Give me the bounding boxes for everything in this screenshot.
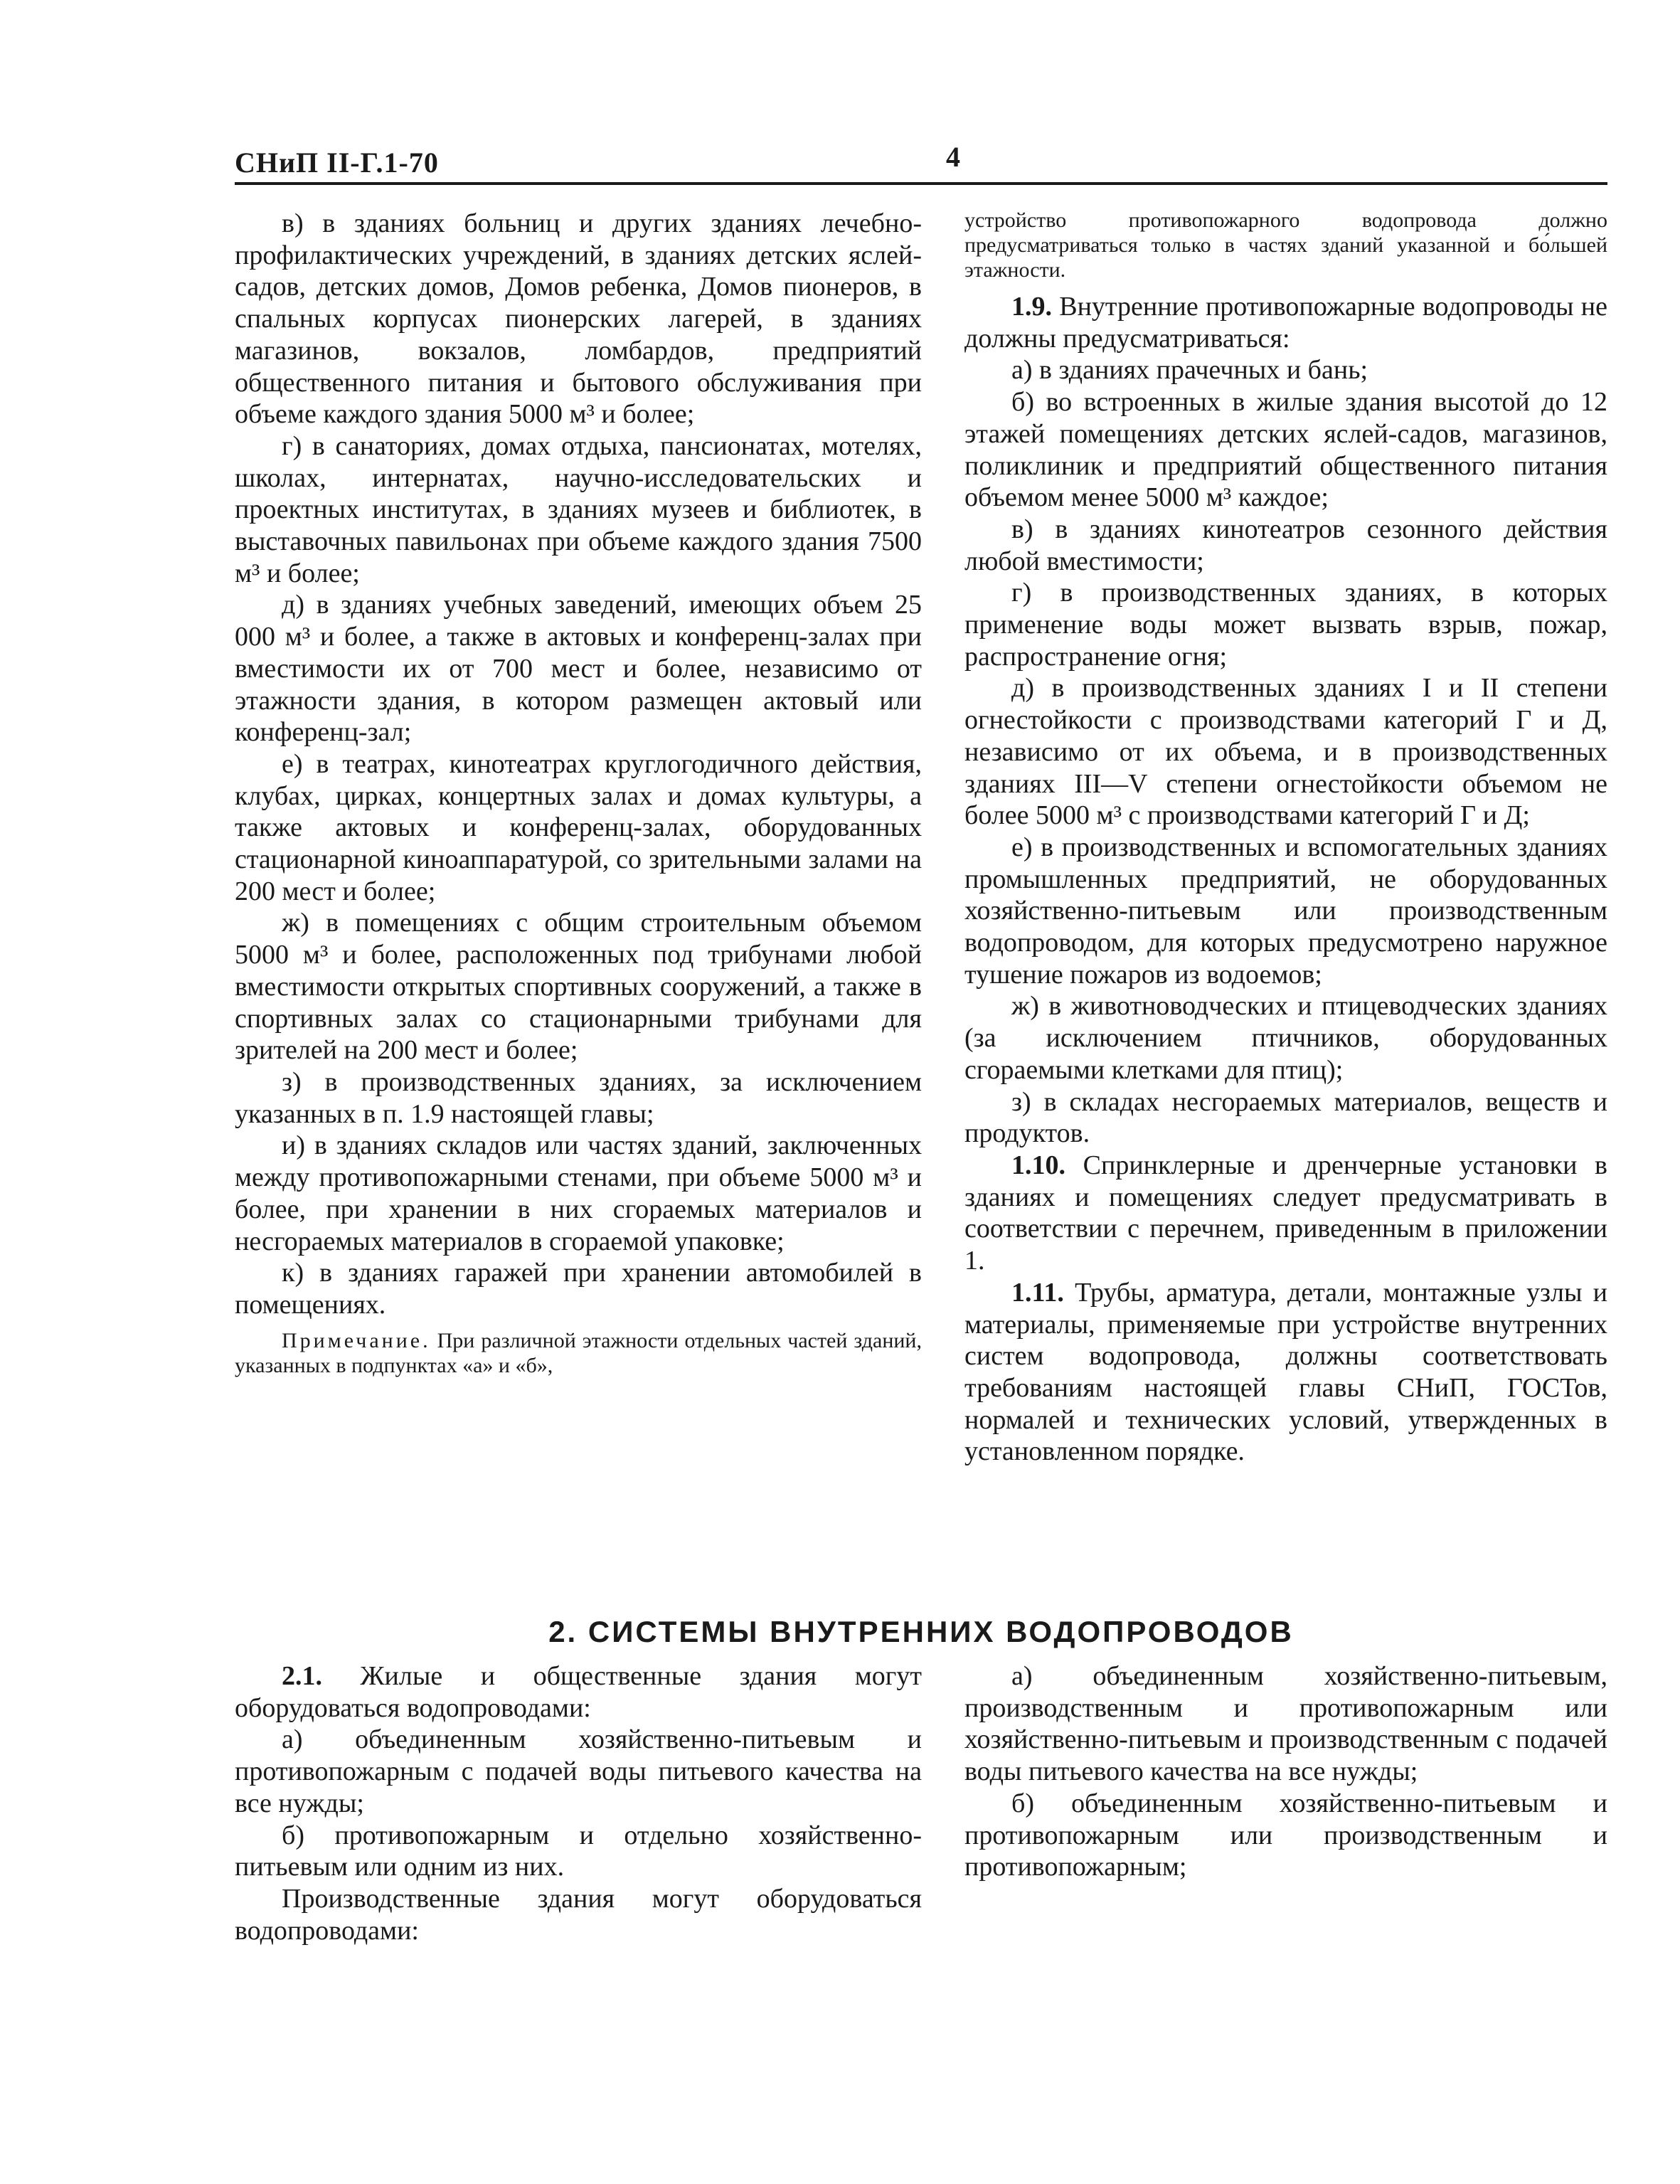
p19-item-zh: ж) в животноводческих и птицеводческих зданиях (за исключением птичников, оборудованных сгораемыми клетками для птиц); — [964, 991, 1607, 1085]
item-i: и) в зданиях складов или частях зданий, заключенных между противопожарными стенами, при объеме 5000 м³ и более, при хранении в них сгораемых материалов и несгораемых материалов в сгораемой упаковке; — [235, 1130, 922, 1256]
item-d: д) в зданиях учебных заведений, имеющих объем 25 000 м³ и более, а также в актовых и конференц-залах при вместимости их от 700 мест и более, независимо от этажности здания, в котором размещен актовый или конференц-зал; — [235, 590, 922, 748]
note-label: Примечание. — [282, 1328, 431, 1352]
p21-item-b: б) противопожарным и отдельно хозяйственно-питьевым или одним из них. — [235, 1820, 922, 1882]
paragraph-1-10-text: Спринклерные и дренчерные установки в зданиях и помещениях следует предусматривать в соответствии с перечнем, приведенным в приложении 1. — [964, 1150, 1607, 1276]
paragraph-1-11-text: Трубы, арматура, детали, монтажные узлы и материалы, применяемые при устройстве внутренних систем водопровода, должны соответствовать требованиям настоящей главы СНиП, ГОСТов, нормалей и технических условий, утвержденных в установленном порядке. — [964, 1277, 1607, 1467]
item-v: в) в зданиях больниц и других зданиях лечебно-профилактических учреждений, в зданиях детских яслей-садов, детских домов, Домов ребенка, Домов пионеров, в спальных корпусах пионерских лагерей, в зданиях магазинов, вокзалов, ломбардов, предприятий общественного питания и бытового обслуживания при объеме каждого здания 5000 м³ и более; — [235, 208, 922, 430]
paragraph-2-1-text: Жилые и общественные здания могут оборудоваться водопроводами: — [235, 1661, 923, 1723]
page-header — [235, 141, 1607, 183]
section-heading: 2. СИСТЕМЫ ВНУТРЕННИХ ВОДОПРОВОДОВ — [548, 1615, 1294, 1648]
item-e: е) в театрах, кинотеатрах круглогодичного действия, клубах, цирках, концертных залах и домах культуры, а также актовых и конференц-залах, оборудованных стационарной киноаппаратурой, со зрительными залами на 200 мест и более; — [235, 748, 922, 906]
p19-item-b: б) во встроенных в жилые здания высотой до 12 этажей помещениях детских яслей-садов, магазинов, поликлиник и предприятий общественного питания объемом менее 5000 м³ каждое; — [964, 387, 1607, 513]
paragraph-2-1-number: 2.1. — [282, 1661, 322, 1691]
paragraph-2-1 — [235, 1660, 922, 1724]
note-paragraph — [235, 1328, 922, 1378]
p19-item-a: а) в зданиях прачечных и бань; — [1011, 355, 1368, 386]
paragraph-1-9-number: 1.9. — [1011, 292, 1052, 322]
industrial-paragraph: Производственные здания могут оборудоваться водопроводами: — [235, 1883, 922, 1946]
industrial-item-a: а) объединенным хозяйственно-питьевым, производственным и противопожарным или хозяйственно-питьевым и производственным с подачей воды питьевого качества на все нужды; — [964, 1661, 1607, 1787]
note-continuation: устройство противопожарного водопровода должно предусматриваться только в частях зданий указанной и бо́льшей этажности. — [964, 208, 1607, 282]
right-column-bottom — [964, 1660, 1607, 1883]
paragraph-1-10 — [964, 1150, 1607, 1277]
note-text: При различной этажности отдельных частей зданий, указанных в подпунктах «а» и «б», — [235, 1328, 922, 1377]
p19-item-g: г) в производственных зданиях, в которых применение воды может вызвать взрыв, пожар, распространение огня; — [964, 578, 1607, 672]
industrial-item-b: б) объединенным хозяйственно-питьевым и противопожарным или производственным и противопожарным; — [964, 1788, 1607, 1882]
p19-item-d: д) в производственных зданиях I и II степени огнестойкости с производствами категорий Г и Д, независимо от их объема, и в производственных зданиях III—V степени огнестойкости объемом не более 5000 м³ с производствами категорий Г и Д; — [964, 673, 1607, 831]
page-number: 4 — [946, 141, 960, 173]
p21-item-a: а) объединенным хозяйственно-питьевым и противопожарным с подачей воды питьевого качества на все нужды; — [235, 1724, 922, 1818]
p19-item-e: е) в производственных и вспомогательных зданиях промышленных предприятий, не оборудованных хозяйственно-питьевым или производственным водопроводом, для которых предусмотрено наружное тушение пожаров из водоемов; — [964, 832, 1607, 990]
paragraph-1-9 — [964, 291, 1607, 354]
left-column-bottom — [235, 1660, 922, 1946]
paragraph-1-10-number: 1.10. — [1011, 1150, 1065, 1180]
right-column-top — [964, 208, 1607, 1468]
item-g: г) в санаториях, домах отдыха, пансионатах, мотелях, школах, интернатах, научно-исследовательских и проектных институтах, в зданиях музеев и библиотек, в выставочных павильонах при объеме каждого здания 7500 м³ и более; — [235, 430, 922, 588]
p19-item-z: з) в складах несгораемых материалов, веществ и продуктов. — [964, 1086, 1607, 1149]
paragraph-1-9-text: Внутренние противопожарные водопроводы не должны предусматриваться: — [964, 292, 1608, 354]
paragraph-1-11-number: 1.11. — [1011, 1277, 1064, 1308]
header-rule — [235, 182, 1607, 185]
item-zh: ж) в помещениях с общим строительным объемом 5000 м³ и более, расположенных под трибунами любой вместимости открытых спортивных сооружений, а также в спортивных залах со стационарными трибунами для зрителей на 200 мест и более; — [235, 908, 922, 1066]
document-code: СНиП II-Г.1-70 — [235, 147, 439, 179]
paragraph-1-11 — [964, 1277, 1607, 1468]
p19-item-v: в) в зданиях кинотеатров сезонного действия любой вместимости; — [964, 514, 1607, 576]
item-k: к) в зданиях гаражей при хранении автомобилей в помещениях. — [235, 1258, 922, 1320]
left-column-top — [235, 208, 922, 1378]
item-z: з) в производственных зданиях, за исключением указанных в п. 1.9 настоящей главы; — [235, 1066, 922, 1129]
